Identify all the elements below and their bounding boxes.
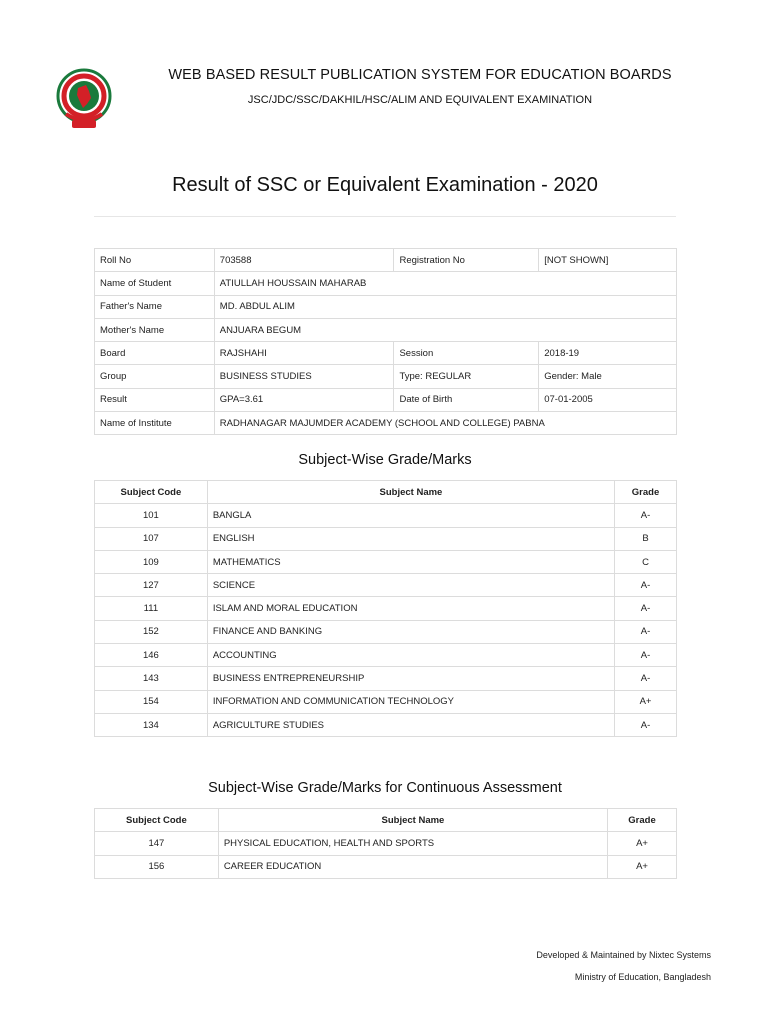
roll-value: 703588 — [214, 249, 394, 272]
grade-cell: A- — [615, 667, 677, 690]
table-row — [95, 713, 677, 736]
subject-name-cell: INFORMATION AND COMMUNICATION TECHNOLOGY — [207, 690, 614, 713]
table-row — [95, 504, 677, 527]
grade-cell: A- — [615, 504, 677, 527]
grade-cell: B — [615, 527, 677, 550]
grade-cell: A- — [615, 574, 677, 597]
mother-name-label: Mother's Name — [95, 318, 215, 341]
subject-code-cell: 109 — [95, 550, 208, 573]
grade-cell: A+ — [615, 690, 677, 713]
student-name-value: ATIULLAH HOUSSAIN MAHARAB — [214, 272, 676, 295]
grade-cell: C — [615, 550, 677, 573]
subject-grades-table — [94, 480, 677, 737]
footer-ministry: Ministry of Education, Bangladesh — [574, 972, 711, 982]
column-header-grade: Grade — [608, 809, 677, 832]
group-value: BUSINESS STUDIES — [214, 365, 394, 388]
subject-name-cell: MATHEMATICS — [207, 550, 614, 573]
subject-code-cell: 111 — [95, 597, 208, 620]
student-info-table — [94, 248, 677, 435]
column-header-subject-code: Subject Code — [95, 481, 208, 504]
table-row — [95, 855, 677, 878]
info-row-name — [95, 272, 677, 295]
subject-code-cell: 152 — [95, 620, 208, 643]
mother-name-value: ANJUARA BEGUM — [214, 318, 676, 341]
board-value: RAJSHAHI — [214, 342, 394, 365]
table-header-row — [95, 809, 677, 832]
table-row — [95, 832, 677, 855]
subject-name-cell: ISLAM AND MORAL EDUCATION — [207, 597, 614, 620]
table-row — [95, 620, 677, 643]
subject-code-cell: 127 — [95, 574, 208, 597]
institute-value: RADHANAGAR MAJUMDER ACADEMY (SCHOOL AND COLLEGE) PABNA — [214, 412, 676, 435]
board-label: Board — [95, 342, 215, 365]
dob-label: Date of Birth — [394, 388, 539, 411]
table-row — [95, 550, 677, 573]
subject-name-cell: BUSINESS ENTREPRENEURSHIP — [207, 667, 614, 690]
gender-value: Gender: Male — [539, 365, 677, 388]
title-divider — [94, 216, 676, 217]
column-header-grade: Grade — [615, 481, 677, 504]
subject-code-cell: 107 — [95, 527, 208, 550]
grade-cell: A+ — [608, 832, 677, 855]
grade-cell: A- — [615, 644, 677, 667]
group-label: Group — [95, 365, 215, 388]
subject-name-cell: ENGLISH — [207, 527, 614, 550]
father-name-label: Father's Name — [95, 295, 215, 318]
subject-name-cell: FINANCE AND BANKING — [207, 620, 614, 643]
subject-code-cell: 156 — [95, 855, 219, 878]
subject-name-cell: PHYSICAL EDUCATION, HEALTH AND SPORTS — [218, 832, 607, 855]
table-row — [95, 597, 677, 620]
grade-cell: A- — [615, 713, 677, 736]
subject-code-cell: 154 — [95, 690, 208, 713]
government-seal-logo — [56, 64, 112, 134]
type-value: Type: REGULAR — [394, 365, 539, 388]
subject-code-cell: 147 — [95, 832, 219, 855]
subject-code-cell: 143 — [95, 667, 208, 690]
table-row — [95, 667, 677, 690]
page-title: Result of SSC or Equivalent Examination - 2020 — [172, 174, 598, 196]
grade-cell: A- — [615, 597, 677, 620]
table-row — [95, 527, 677, 550]
column-header-subject-code: Subject Code — [95, 809, 219, 832]
grade-cell: A- — [615, 620, 677, 643]
session-label: Session — [394, 342, 539, 365]
info-row-institute — [95, 412, 677, 435]
registration-value: [NOT SHOWN] — [539, 249, 677, 272]
info-row-group — [95, 365, 677, 388]
site-subtitle: JSC/JDC/SSC/DAKHIL/HSC/ALIM AND EQUIVALENT EXAMINATION — [247, 94, 593, 106]
roll-label: Roll No — [95, 249, 215, 272]
dob-value: 07-01-2005 — [539, 388, 677, 411]
subject-name-cell: ACCOUNTING — [207, 644, 614, 667]
subject-code-cell: 134 — [95, 713, 208, 736]
continuous-assessment-table — [94, 808, 677, 879]
info-row-roll — [95, 249, 677, 272]
session-value: 2018-19 — [539, 342, 677, 365]
info-row-board — [95, 342, 677, 365]
info-row-mother — [95, 318, 677, 341]
result-label: Result — [95, 388, 215, 411]
table-header-row — [95, 481, 677, 504]
subject-code-cell: 101 — [95, 504, 208, 527]
registration-label: Registration No — [394, 249, 539, 272]
institute-label: Name of Institute — [95, 412, 215, 435]
info-row-father — [95, 295, 677, 318]
footer-developer-credit: Developed & Maintained by Nixtec Systems — [536, 950, 711, 960]
result-value: GPA=3.61 — [214, 388, 394, 411]
info-row-result — [95, 388, 677, 411]
column-header-subject-name: Subject Name — [218, 809, 607, 832]
subject-name-cell: CAREER EDUCATION — [218, 855, 607, 878]
table-row — [95, 644, 677, 667]
father-name-value: MD. ABDUL ALIM — [214, 295, 676, 318]
column-header-subject-name: Subject Name — [207, 481, 614, 504]
grade-cell: A+ — [608, 855, 677, 878]
table-row — [95, 574, 677, 597]
subject-name-cell: SCIENCE — [207, 574, 614, 597]
subject-name-cell: AGRICULTURE STUDIES — [207, 713, 614, 736]
site-title: WEB BASED RESULT PUBLICATION SYSTEM FOR EDUCATION BOARDS — [168, 67, 672, 83]
continuous-assessment-heading: Subject-Wise Grade/Marks for Continuous Assessment — [208, 780, 562, 796]
subject-grades-heading: Subject-Wise Grade/Marks — [298, 452, 472, 468]
subject-name-cell: BANGLA — [207, 504, 614, 527]
table-row — [95, 690, 677, 713]
student-name-label: Name of Student — [95, 272, 215, 295]
subject-code-cell: 146 — [95, 644, 208, 667]
